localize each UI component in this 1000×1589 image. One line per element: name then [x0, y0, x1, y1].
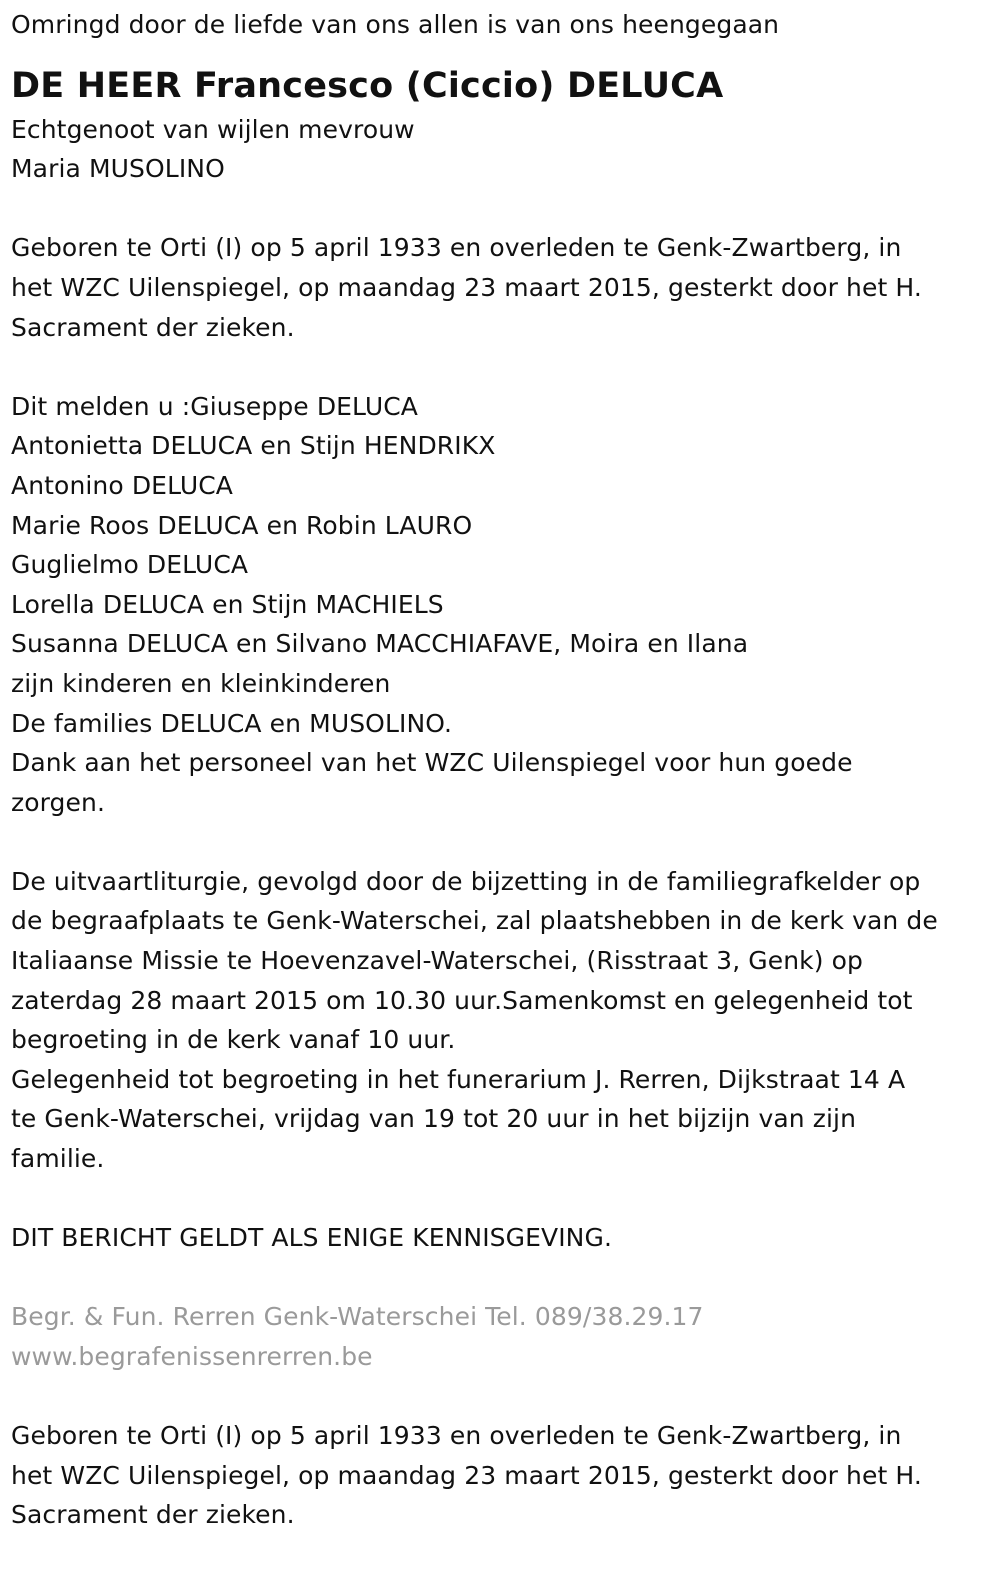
undertaker-block — [11, 1297, 1000, 1376]
spouse-line: Echtgenoot van wijlen mevrouw — [11, 114, 415, 144]
deceased-name: DE HEER Francesco (Ciccio) DELUCA — [11, 65, 724, 106]
funeral-block — [11, 862, 1000, 1179]
funeral-line: de begraafplaats te Genk-Waterschei, zal plaatshebben in de kerk van de — [11, 906, 938, 936]
birth-repeat-line: het WZC Uilenspiegel, op maandag 23 maart 2015, gesterkt door het H. — [11, 1460, 922, 1490]
funeral-line: zaterdag 28 maart 2015 om 10.30 uur.Samenkomst en gelegenheid tot — [11, 985, 913, 1015]
undertaker-line: Begr. & Fun. Rerren Genk-Waterschei Tel. 089/38.29.17 — [11, 1302, 704, 1332]
birth-repeat-line: Geboren te Orti (I) op 5 april 1933 en overleden te Genk-Zwartberg, in — [11, 1421, 902, 1451]
birth-line: het WZC Uilenspiegel, op maandag 23 maart 2015, gesterkt door het H. — [11, 272, 922, 302]
funeral-line: Italiaanse Missie te Hoevenzavel-Waterschei, (Risstraat 3, Genk) op — [11, 946, 864, 976]
birth-repeat-line: Sacrament der zieken. — [11, 1500, 295, 1530]
undertaker-website-link[interactable]: www.begrafenissenrerren.be — [11, 1342, 373, 1371]
birth-line: Sacrament der zieken. — [11, 312, 295, 342]
spouse-line: Maria MUSOLINO — [11, 154, 225, 184]
family-line: Susanna DELUCA en Silvano MACCHIAFAVE, Moira en Ilana — [11, 629, 749, 659]
family-line: Lorella DELUCA en Stijn MACHIELS — [11, 589, 444, 619]
birth-line: Geboren te Orti (I) op 5 april 1933 en overleden te Genk-Zwartberg, in — [11, 233, 902, 263]
intro-line: Omringd door de liefde van ons allen is van ons heengegaan — [11, 10, 780, 39]
funeral-line: te Genk-Waterschei, vrijdag van 19 tot 20 uur in het bijzijn van zijn — [11, 1104, 857, 1134]
funeral-line: Gelegenheid tot begroeting in het funerarium J. Rerren, Dijkstraat 14 A — [11, 1064, 906, 1094]
family-line: Guglielmo DELUCA — [11, 550, 249, 580]
funeral-line: De uitvaartliturgie, gevolgd door de bijzetting in de familiegrafkelder op — [11, 866, 921, 896]
family-line: zorgen. — [11, 787, 105, 817]
family-block — [11, 387, 1000, 823]
obituary-notice — [0, 5, 1000, 1589]
family-line: Dit melden u :Giuseppe DELUCA — [11, 391, 419, 421]
notice-block — [11, 1218, 1000, 1258]
funeral-line: begroeting in de kerk vanaf 10 uur. — [11, 1025, 456, 1055]
family-line: Antonino DELUCA — [11, 470, 234, 500]
birth-repeat-block — [11, 1416, 1000, 1535]
family-line: Antonietta DELUCA en Stijn HENDRIKX — [11, 431, 496, 461]
family-line: zijn kinderen en kleinkinderen — [11, 668, 391, 698]
family-line: Dank aan het personeel van het WZC Uilenspiegel voor hun goede — [11, 748, 853, 778]
notice-line: DIT BERICHT GELDT ALS ENIGE KENNISGEVING. — [11, 1223, 612, 1253]
family-line: Marie Roos DELUCA en Robin LAURO — [11, 510, 473, 540]
family-line: De families DELUCA en MUSOLINO. — [11, 708, 453, 738]
funeral-line: familie. — [11, 1144, 105, 1174]
spouse-block — [11, 110, 1000, 189]
birth-block — [11, 228, 1000, 347]
